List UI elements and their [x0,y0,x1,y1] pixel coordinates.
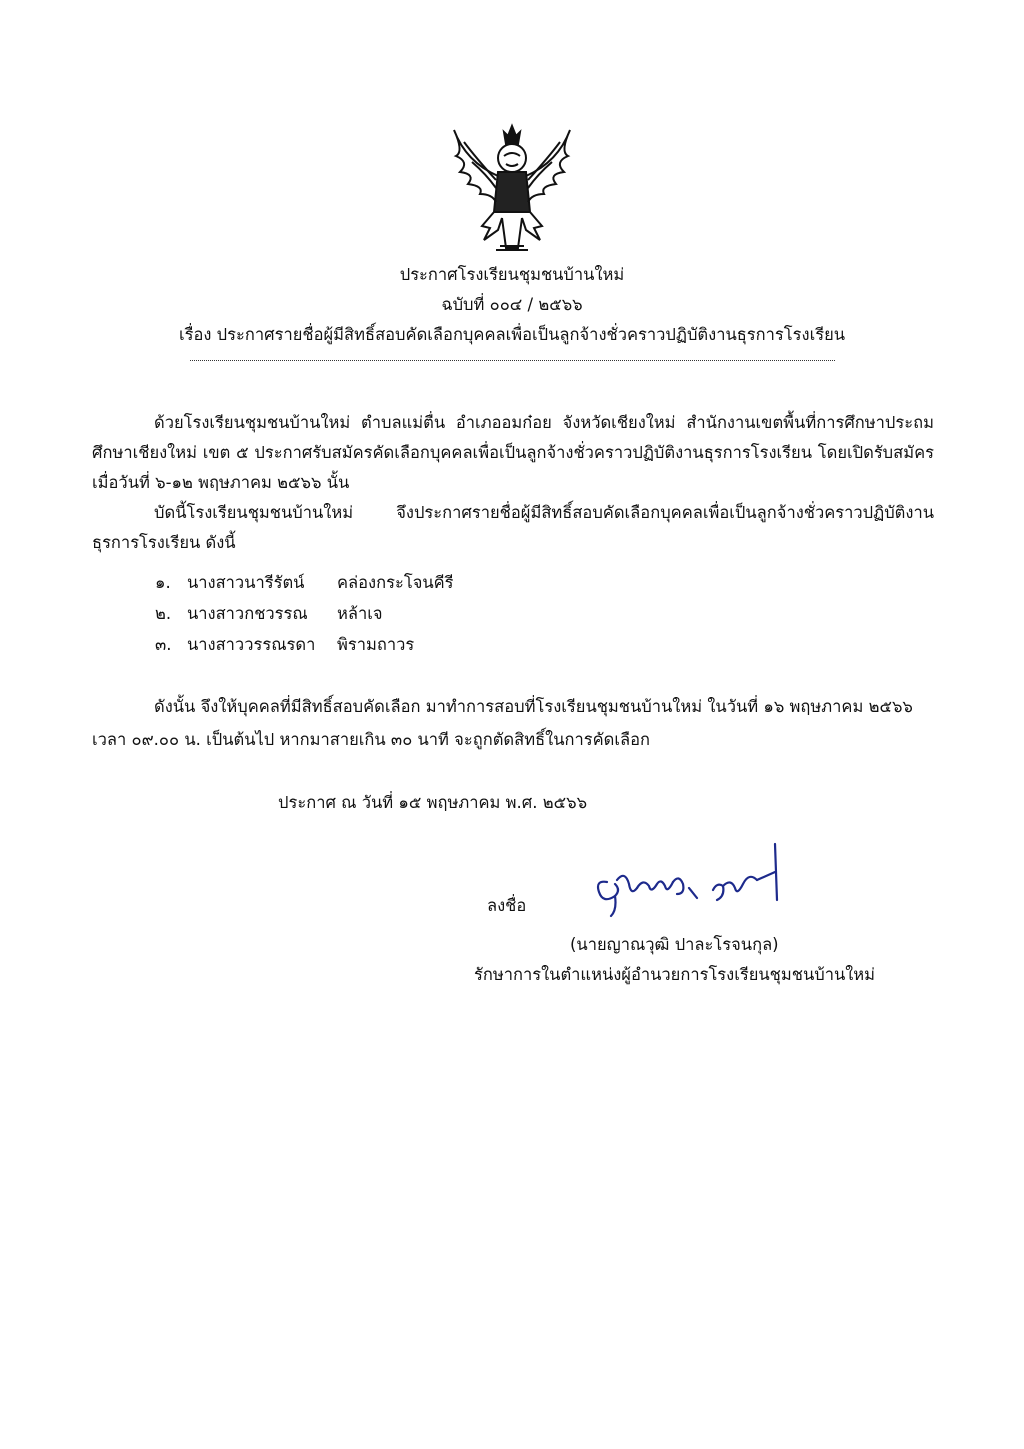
separator-dotted-line [190,360,835,361]
sign-label: ลงชื่อ [487,896,527,915]
paragraph-announce-text: บัดนี้โรงเรียนชุมชนบ้านใหม่ จึงประกาศรายชื่อผู้มีสิทธิ์สอบคัดเลือกบุคคลเพื่อเป็นลูกจ้างชั่วคราวปฏิบัติงานธุรการโรงเรียน ดังนี้ [92,503,934,552]
garuda-emblem-icon [446,122,578,254]
candidate-number: ๑. [155,573,171,592]
candidate-number: ๒. [155,604,172,623]
announcement-subject: เรื่อง ประกาศรายชื่อผู้มีสิทธิ์สอบคัดเลือกบุคคลเพื่อเป็นลูกจ้างชั่วคราวปฏิบัติงานธุรการโรงเรียน [178,325,846,344]
paragraph-exam-line2: เวลา ๐๙.๐๐ น. เป็นต้นไป หากมาสายเกิน ๓๐ นาที จะถูกตัดสิทธิ์ในการคัดเลือก [92,730,650,749]
paragraph-exam-line1: ดังนั้น จึงให้บุคคลที่มีสิทธิ์สอบคัดเลือก มาทำการสอบที่โรงเรียนชุมชนบ้านใหม่ ในวันที่ ๑๖ พฤษภาคม ๒๕๖๖ [154,697,913,716]
paragraph-intro-text: ด้วยโรงเรียนชุมชนบ้านใหม่ ตำบลแม่ตื่น อำเภออมก๋อย จังหวัดเชียงใหม่ สำนักงานเขตพื้นที่การศึกษาประถมศึกษาเชียงใหม่ เขต ๕ ประกาศรับสมัครคัดเลือกบุคคลเพื่อเป็นลูกจ้างชั่วคราวปฏิบัติงานธุรการโรงเรียน โดยเปิดรับสมัครเมื่อวันที่ ๖-๑๒ พฤษภาคม ๒๕๖๖ นั้น [92,413,934,492]
paragraph-intro [92,408,934,498]
candidate-first-name: นางสาวกชวรรณ [187,604,308,623]
announcement-title: ประกาศโรงเรียนชุมชนบ้านใหม่ [399,265,625,284]
candidate-number: ๓. [155,635,172,654]
candidate-first-name: นางสาวนารีรัตน์ [187,573,305,592]
signer-name: (นายญาณวุฒิ ปาละโรจนกุล) [570,935,779,954]
announcement-date: ประกาศ ณ วันที่ ๑๕ พฤษภาคม พ.ศ. ๒๕๖๖ [278,793,588,812]
signer-position: รักษาการในตำแหน่งผู้อำนวยการโรงเรียนชุมชนบ้านใหม่ [474,965,876,984]
paragraph-announce [92,498,934,558]
signature-icon [585,840,785,920]
announcement-number: ฉบับที่ ๐๐๔ / ๒๕๖๖ [441,295,583,314]
candidate-last-name: หล้าเจ [337,604,383,623]
candidate-last-name: พิรามถาวร [337,635,415,654]
candidate-last-name: คล่องกระโจนคีรี [337,573,454,592]
candidate-first-name: นางสาววรรณรดา [187,635,316,654]
